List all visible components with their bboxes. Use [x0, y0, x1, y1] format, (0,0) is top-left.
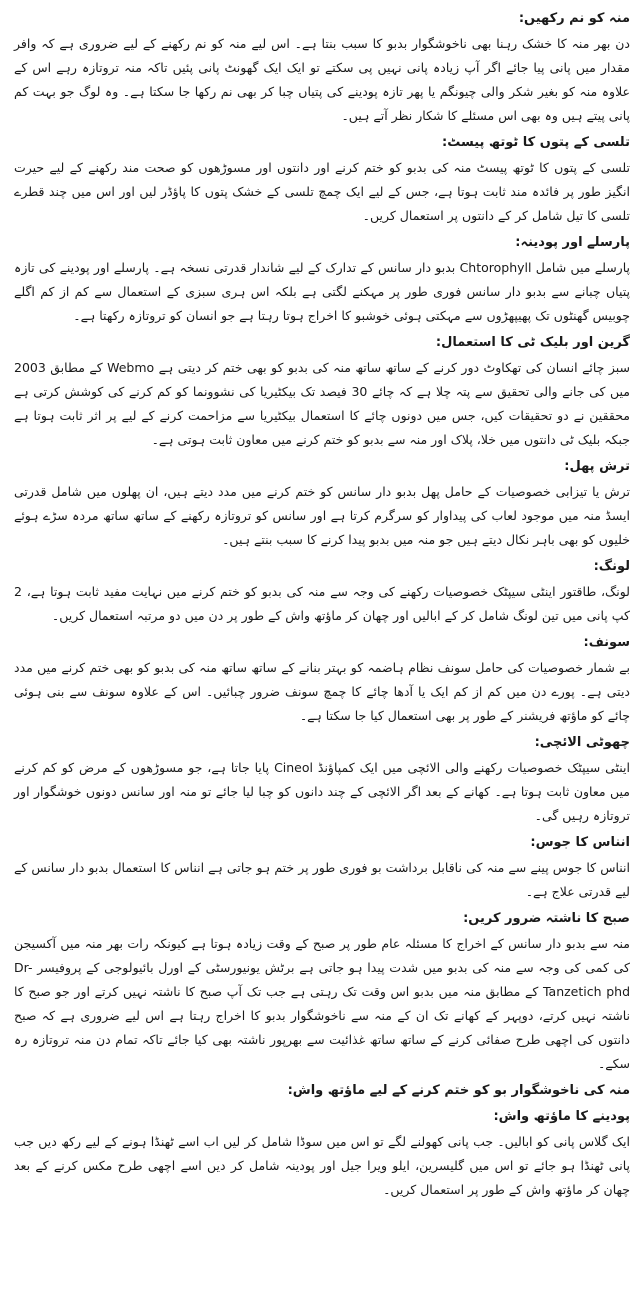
section-heading: ترش پھل: — [564, 459, 630, 474]
section-heading: تلسی کے پتوں کا ٹوتھ پیسٹ: — [442, 135, 630, 150]
section-paragraph: لونگ، طاقتور اینٹی سیپٹک خصوصیات رکھنے کی وجہ سے منہ کی بدبو کو ختم کرنے میں نہایت مفید ثابت ہوتا ہے، 2 کپ پانی میں تین لونگ شامل کر کے ابالیں اور چھان کر ماؤتھ واش کے طور پر دن میں دو مرتبہ استعمال کریں۔ — [14, 584, 630, 623]
section-heading: منہ کی ناخوشگوار بو کو ختم کرنے کے لیے ماؤتھ واش: — [287, 1083, 630, 1098]
section-paragraph: ایک گلاس پانی کو ابالیں۔ جب پانی کھولنے لگے تو اس میں سوڈا شامل کر لیں اب اسے ٹھنڈا ہونے کے لیے رکھ دیں جب پانی ٹھنڈا ہو جائے تو اس میں گلیسرین، ایلو ویرا جیل اور پودینہ شامل کر دیں اسے اچھی طرح مکس کرنے کے بعد چھان کر ماؤتھ واش کے طور پر استعمال کریں۔ — [14, 1134, 630, 1197]
section-paragraph: تلسی کے پتوں کا ٹوتھ پیسٹ منہ کی بدبو کو ختم کرنے اور دانتوں اور مسوڑھوں کو صحت مند رکھنے کے لیے حیرت انگیز طور پر فائدہ مند ثابت ہوتا ہے، جس کے لیے ایک چمچ تلسی کے خشک پتوں کا پاؤڈر لیں اور اس میں چند قطرے تلسی کا تیل شامل کر کے دانتوں پر استعمال کریں۔ — [14, 160, 630, 223]
section-heading: چھوٹی الائچی: — [534, 735, 630, 750]
section-heading: صبح کا ناشتہ ضرور کریں: — [463, 911, 630, 926]
section-paragraph: بے شمار خصوصیات کی حامل سونف نظام ہاضمہ کو بہتر بنانے کے ساتھ ساتھ منہ کی بدبو کو بھی ختم کرنے میں مدد دیتی ہے۔ پورے دن میں کم از کم ایک یا آدھا چائے کا چمچ سونف ضرور چبائیں۔ اس کے علاوہ سونف سے بنی ہوئی چائے کو ماؤتھ فریشنر کے طور پر بھی استعمال کیا جا سکتا ہے۔ — [14, 660, 630, 723]
section-heading: منہ کو نم رکھیں: — [518, 11, 630, 26]
section-heading: پودینے کا ماؤتھ واش: — [493, 1109, 630, 1124]
section-paragraph: منہ سے بدبو دار سانس کے اخراج کا مسئلہ عام طور پر صبح کے وقت زیادہ ہوتا ہے کیونکہ رات بھر منہ میں آکسیجن کی کمی کی وجہ سے منہ کی بدبو میں شدت پیدا ہو جاتی ہے برٹش یونیورسٹی کے اورل بائیولوجی کے پروفیسر Dr-Tanzetich phd کے مطابق منہ میں بدبو اس وقت تک رہتی ہے جب تک آپ صبح کا ناشتہ نہیں کرتے اور جو صبح کا ناشتہ نہیں کرتے، دوپہر کے کھانے تک ان کے منہ سے ناخوشگوار بدبو کا اخراج رہتا ہے اس لیے ضروری ہے کہ صبح دانتوں کی اچھی طرح صفائی کرنے کے ساتھ ساتھ غذائیت سے بھرپور ناشتہ بھی کیا جائے تاکہ تمام دن منہ تروتازہ رہ سکے۔ — [14, 936, 630, 1071]
section-heading: گرین اور بلیک ٹی کا استعمال: — [435, 335, 630, 350]
section-paragraph: سبز چائے انسان کی تھکاوٹ دور کرنے کے ساتھ ساتھ منہ کی بدبو کو بھی ختم کر دیتی ہے Webmo کے مطابق 2003 میں کی جانے والی تحقیق سے پتہ چلا ہے کہ چائے 30 فیصد تک بیکٹیریا کی نشوونما کو کم کرنے کی کوشش کرتی ہے محققین نے دو تحقیقات کیں، جس میں دونوں چائے کا استعمال بیکٹیریا سے مزاحمت کرنے کے لیے پر اثر ثابت ہوتا ہے جبکہ بلیک ٹی دانتوں میں خلا، پلاک اور منہ سے بدبو کو ختم کرنے میں معاون ثابت ہوتی ہے۔ — [14, 360, 630, 447]
section-paragraph: ترش یا تیزابی خصوصیات کے حامل پھل بدبو دار سانس کو ختم کرنے میں مدد دیتے ہیں، ان پھلوں میں شامل قدرتی ایسڈ منہ میں موجود لعاب کی پیداوار کو سرگرم کرتا ہے اور سانس کو تروتازہ رکھنے کے ساتھ ساتھ مردہ سڑے ہوئے خلیوں کو بھی باہر نکال دیتے ہیں جو منہ میں بدبو پیدا کرنے کا سبب بنتے ہیں۔ — [14, 484, 630, 547]
section-paragraph: انناس کا جوس پینے سے منہ کی ناقابل برداشت بو فوری طور پر ختم ہو جاتی ہے انناس کا استعمال بدبو دار سانس کے لیے قدرتی علاج ہے۔ — [14, 860, 630, 899]
section-heading: لونگ: — [593, 559, 630, 574]
section-paragraph: دن بھر منہ کا خشک رہنا بھی ناخوشگوار بدبو کا سبب بنتا ہے۔ اس لیے منہ کو نم رکھنے کے لیے ضروری ہے کہ وافر مقدار میں پانی پیا جائے اگر آپ زیادہ پانی نہیں پی سکتے تو ایک ایک گھونٹ پانی پئیں تاکہ منہ تروتازہ رہے اس کے علاوہ منہ کو بغیر شکر والی چیونگم یا پھر تازہ پودینے کی پتیاں چبا کر بھی نم رکھا جا سکتا ہے۔ وہ لوگ جو بہت کم پانی پیتے ہیں وہ بھی اس مسئلے کا شکار نظر آتے ہیں۔ — [14, 36, 630, 123]
section-heading: سونف: — [583, 635, 630, 650]
section-paragraph: اینٹی سیپٹک خصوصیات رکھنے والی الائچی میں ایک کمپاؤنڈ Cineol پایا جاتا ہے، جو مسوڑھوں کے مرض کو کم کرنے میں معاون ثابت ہوتا ہے۔ کھانے کے بعد اگر الائچی کے چند دانوں کو چبا لیا جائے تو منہ اور سانس دونوں خوشگوار اور تروتازہ رہیں گی۔ — [14, 760, 630, 823]
section-heading: پارسلے اور پودینہ: — [515, 235, 630, 250]
section-heading: انناس کا جوس: — [530, 835, 630, 850]
section-paragraph: پارسلے میں شامل Chtorophyll بدبو دار سانس کے تدارک کے لیے شاندار قدرتی نسخہ ہے۔ پارسلے اور پودینے کی تازہ پتیاں چبانے سے بدبو دار سانس فوری طور پر مہکنے لگتی ہے بلکہ اس ہری سبزی کے استعمال سے کم از کم اگلے چوبیس گھنٹوں تک پھیپھڑوں سے مہکتی ہوئی خوشبو کا اخراج ہوتا رہتا ہے جو انسان کو تروتازہ رکھتا ہے۔ — [14, 260, 630, 323]
